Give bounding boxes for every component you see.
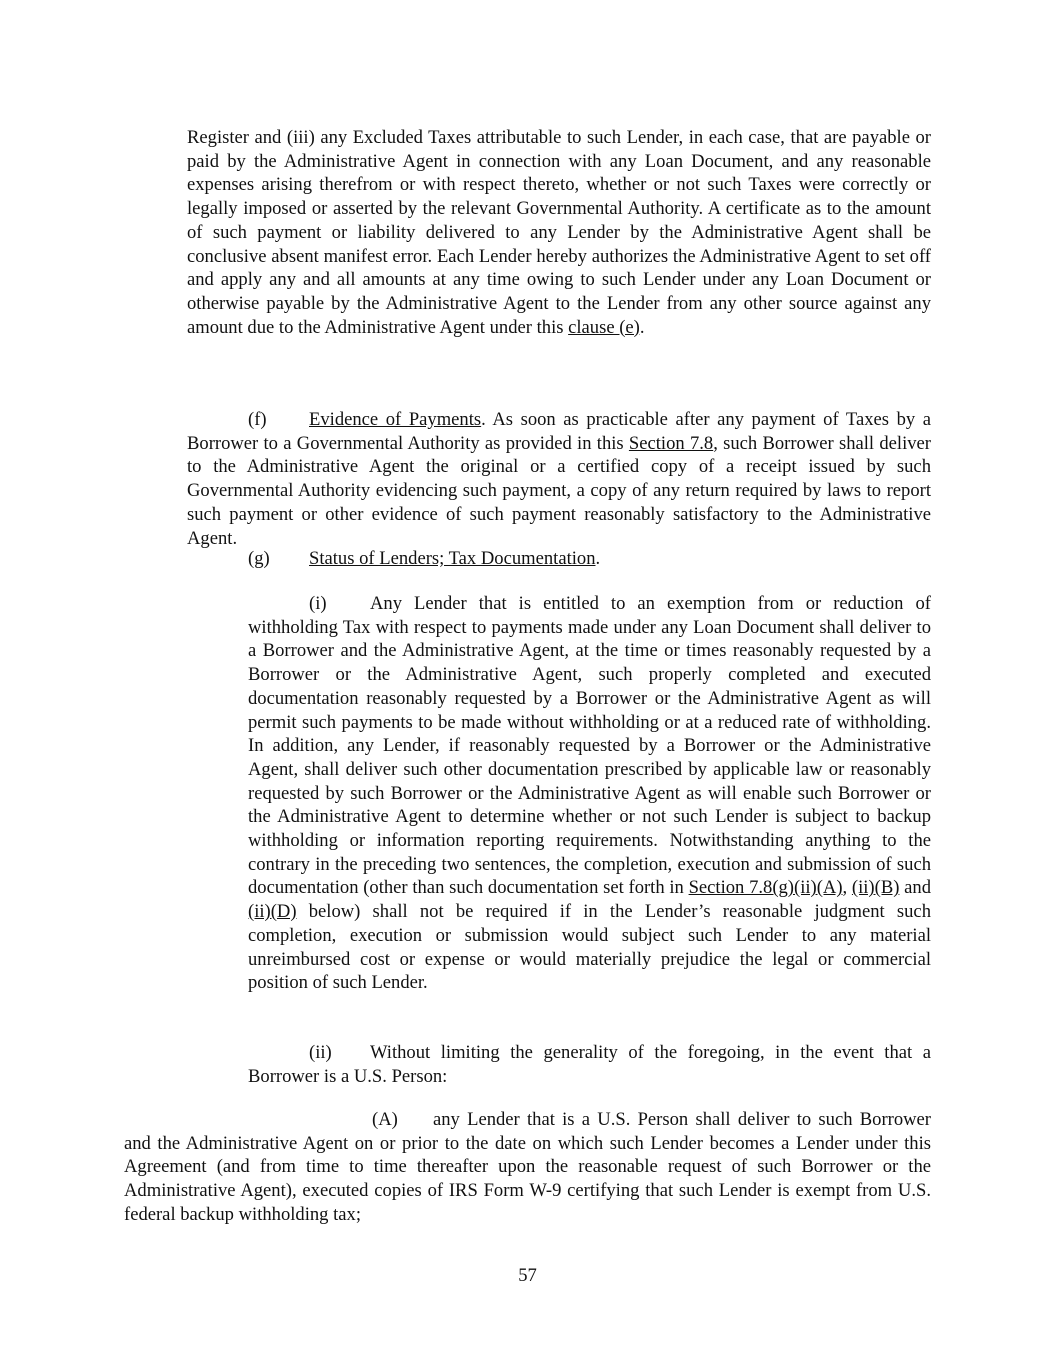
paragraph-f (187, 408, 931, 550)
paragraph-text: Any Lender that is entitled to an exemption from or reduction of withholding Tax with respect to payments made under any Loan Document shall deliver to a Borrower and the Administrative Agent, at the time or times reasonably requested by a Borrower or the Administrative Agent, such properly completed and executed documentation reasonably requested by a Borrower or the Administrative Agent as will permit such payments to be made without withholding or at a reduced rate of withholding. In addition, any Lender, if reasonably requested by a Borrower or the Administrative Agent, shall deliver such other documentation prescribed by applicable law or reasonably requested by such Borrower or the Administrative Agent as will enable such Borrower or the Administrative Agent to determine whether or not such Lender is subject to backup withholding or information reporting requirements. Notwithstanding anything to the contrary in the preceding two sentences, the completion, execution and submission of such documentation (other than such documentation set forth in (248, 593, 931, 899)
clause-marker: (f) (248, 409, 267, 430)
section-reference: (ii)(D) (248, 901, 297, 923)
paragraph-text: below) shall not be required if in the Lender’s reasonable judgment such completion, execution or submission would subject such Lender to any material unreimbursed cost or expense or would materially prejudice the legal or commercial position of such Lender. (248, 901, 931, 994)
paragraph-text: . (639, 316, 645, 338)
clause-e-reference: clause (e) (568, 316, 640, 338)
section-reference: (ii)(B) (851, 877, 900, 899)
paragraph-g-ii-a (124, 1108, 931, 1227)
paragraph-g-i (248, 592, 931, 995)
paragraph-text: . (595, 548, 601, 569)
paragraph-text: any Lender that is a U.S. Person shall deliver to such Borrower and the Administrative Agent on or prior to the date on which such Lender becomes a Lender under this Agreement (and from time to time thereafter upon the reasonable request of such Borrower or the Administrative Agent), executed copies of IRS Form W-9 certifying that such Lender is exempt from U.S. federal backup withholding tax; (124, 1109, 931, 1225)
clause-marker: (A) (372, 1109, 398, 1130)
clause-marker: (i) (309, 593, 327, 614)
paragraph-text: Register and (iii) any Excluded Taxes attributable to such Lender, in each case, that are payable or paid by the Administrative Agent in connection with any Loan Document, and any reasonable expenses arising therefrom or with respect thereto, whether or not such Taxes were correctly or legally imposed or asserted by the relevant Governmental Authority. A certificate as to the amount of such payment or liability delivered to any Lender by the Administrative Agent shall be conclusive absent manifest error. Each Lender hereby authorizes the Administrative Agent to set off and apply any and all amounts at any time owing to such Lender under any Loan Document or otherwise payable by the Administrative Agent to the Lender from any other source against any amount due to the Administrative Agent under this (187, 127, 931, 338)
paragraph-g (187, 547, 931, 571)
section-reference: Section 7.8(g)(ii)(A) (688, 877, 843, 899)
clause-marker: (ii) (309, 1042, 332, 1063)
section-reference: Section 7.8 (628, 432, 714, 454)
paragraph-g-ii (248, 1041, 931, 1088)
clause-heading: Evidence of Payments (309, 409, 482, 430)
clause-heading: Status of Lenders; Tax Documentation (309, 548, 596, 569)
clause-marker: (g) (248, 548, 270, 569)
paragraph-e-continuation (187, 126, 931, 339)
paragraph-text: and (899, 877, 931, 899)
paragraph-text: Without limiting the generality of the foregoing, in the event that a Borrower is a U.S. Person: (248, 1042, 931, 1087)
paragraph-text: , such Borrower shall deliver to the Administrative Agent the original or a certified copy of a receipt issued by such Governmental Authority evidencing such payment, a copy of any return required by laws to report such payment or other evidence of such payment reasonably satisfactory to the Administrative Agent. (187, 432, 931, 549)
page-number: 57 (518, 1265, 537, 1286)
paragraph-text: . As soon as practicable after any payment of Taxes by a Borrower to a Governmental Authority as provided in this (187, 409, 932, 454)
paragraph-text: , (842, 877, 852, 899)
